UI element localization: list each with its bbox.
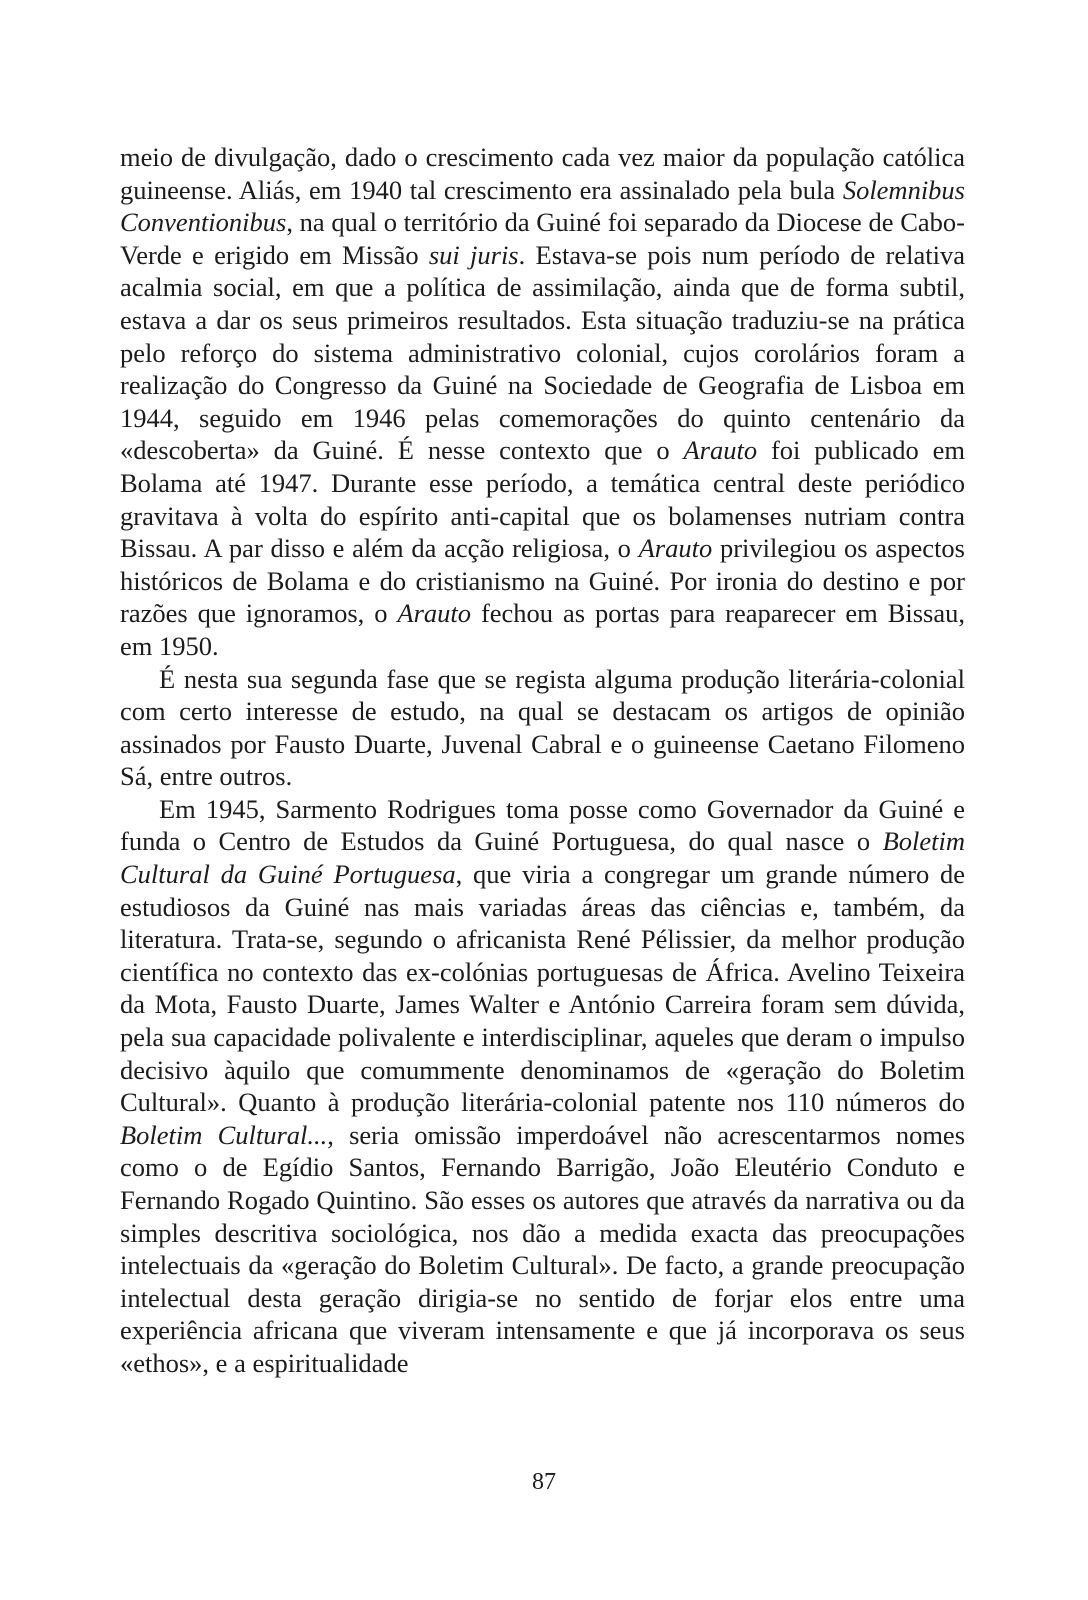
- text-run: . Estava-se pois num período de relativa acalmia social, em que a política de assimilação, ainda que de forma subtil, estava a dar os seus primeiros resultados. Esta situação traduziu-se na prática pelo reforço do sistema administrativo colonial, cujos corolários foram a realização do Congresso da Guiné na Sociedade de Geografia de Lisboa em 1944, seguido em 1946 pelas comemorações do quinto centenário da «descoberta» da Guiné. É nesse contexto que o: [120, 239, 966, 466]
- page-number: 87: [532, 1469, 556, 1495]
- text-run: foi publicado em Bolama até 1947. Durante esse período, a temática central deste periódico gravitava à volta do espírito anti-capital que os bolamenses nutriam contra Bissau. A par disso e além da acção religiosa, o: [120, 435, 965, 564]
- text-run: , seria omissão imperdoável não acrescentarmos nomes como o de Egídio Santos, Fernando Barrigão, João Eleutério Conduto e Fernando Rogado Quintino. São esses os autores que através da narrativa ou da simples descritiva sociológica, nos dão a medida exacta das preocupações intelectuais da «geração do Boletim Cultural». De facto, a grande preocupação intelectual desta geração dirigia-se no sentido de forjar elos entre uma experiência africana que viveram intensamente e que já incorporava os seus «ethos», e a espiritualidade: [120, 1119, 966, 1378]
- text-run: Em 1945, Sarmento Rodrigues toma posse como Governador da Guiné e funda o Centro de Estudos da Guiné Portuguesa, do qual nasce o: [120, 793, 965, 857]
- text-run: meio de divulgação, dado o crescimento cada vez maior da população católica guineense. Aliás, em 1940 tal crescimento era assinalado pela bula: [120, 142, 965, 205]
- italic-text: sui juris: [428, 239, 519, 270]
- text-run: , que viria a congregar um grande número de estudiosos da Guiné nas mais variadas áreas das ciências e, também, da literatura. Trata-se, segundo o africanista René Pélissier, da melhor produção científica no contexto das ex-colónias portuguesas de África. Avelino Teixeira da Mota, Fausto Duarte, James Walter e António Carreira foram sem dúvida, pela sua capacidade polivalente e interdisciplinar, aqueles que deram o impulso decisivo àquilo que comummente denominamos de «geração do Boletim Cultural». Quanto à produção literária-colonial patente nos 110 números do: [120, 859, 965, 1118]
- italic-text: Arauto: [397, 598, 472, 629]
- body-text: [120, 141, 965, 1380]
- italic-text: Arauto: [683, 435, 758, 466]
- italic-text: Arauto: [638, 533, 713, 564]
- paragraph: [120, 793, 965, 1380]
- italic-text: Solemnibus Conventionibus: [120, 174, 965, 238]
- text-run: É nesta sua segunda fase que se regista alguma produção literária-colonial com certo interesse de estudo, na qual se destacam os artigos de opinião assinados por Fausto Duarte, Juvenal Cabral e o guineense Caetano Filomeno Sá, entre outros.: [120, 663, 965, 792]
- text-run: , na qual o território da Guiné foi separado da Diocese de Cabo-Verde e erigido em Missão: [120, 207, 965, 270]
- paragraph: [120, 141, 965, 663]
- text-run: fechou as portas para reaparecer em Bissau, em 1950.: [120, 598, 965, 661]
- italic-text: Boletim Cultural da Guiné Portuguesa: [120, 826, 965, 890]
- paragraph: [120, 663, 965, 793]
- text-run: privilegiou os aspectos históricos de Bolama e do cristianismo na Guiné. Por ironia do destino e por razões que ignoramos, o: [120, 533, 965, 629]
- italic-text: Boletim Cultural...: [120, 1119, 328, 1150]
